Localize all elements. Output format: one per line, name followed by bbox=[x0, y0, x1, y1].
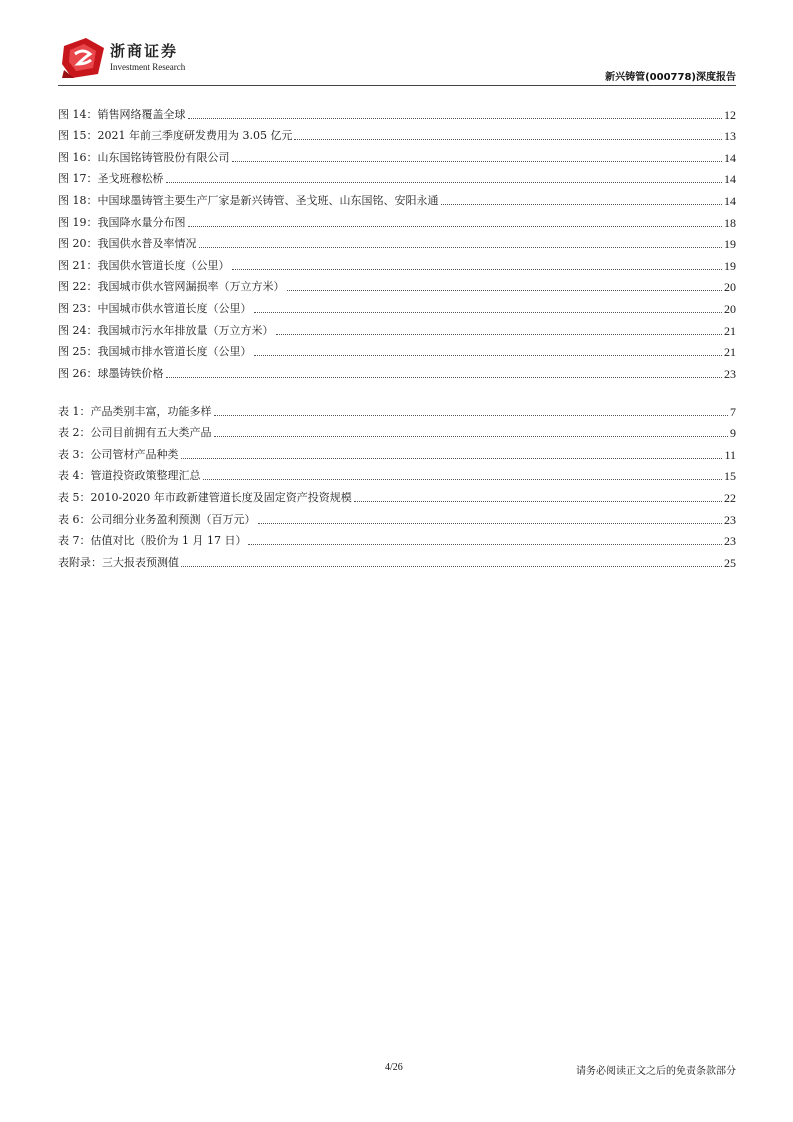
toc-entry-page: 25 bbox=[724, 555, 736, 570]
toc-dot-leader bbox=[181, 566, 722, 567]
figure-toc-entry[interactable] bbox=[58, 338, 736, 360]
toc-entry-label: 图 19：我国降水量分布图 bbox=[58, 215, 186, 229]
toc-dot-leader bbox=[232, 269, 723, 270]
toc-dot-leader bbox=[354, 501, 722, 502]
toc-entry-label: 图 24：我国城市污水年排放量（万立方米） bbox=[58, 323, 274, 337]
toc-dot-leader bbox=[188, 118, 723, 119]
toc-entry-label: 图 17：圣戈班穆松桥 bbox=[58, 172, 164, 186]
toc-entry-page: 14 bbox=[724, 150, 736, 165]
table-toc-entry[interactable] bbox=[58, 419, 736, 441]
toc-dot-leader bbox=[248, 544, 722, 545]
toc-entry-label: 图 16：山东国铭铸管股份有限公司 bbox=[58, 150, 230, 164]
figure-toc-entry[interactable] bbox=[58, 294, 736, 316]
figure-toc-entry[interactable] bbox=[58, 273, 736, 295]
toc-entry-label: 图 23：中国城市供水管道长度（公里） bbox=[58, 301, 252, 315]
toc-entry-page: 20 bbox=[724, 280, 736, 295]
toc-entry-page: 11 bbox=[724, 447, 736, 462]
figure-toc-entry[interactable] bbox=[58, 316, 736, 338]
table-list bbox=[58, 397, 736, 570]
toc-entry-label: 图 20：我国供水普及率情况 bbox=[58, 237, 197, 251]
toc-entry-page: 21 bbox=[724, 345, 736, 360]
toc-dot-leader bbox=[254, 312, 723, 313]
figure-toc-entry[interactable] bbox=[58, 359, 736, 381]
table-toc-entry[interactable] bbox=[58, 483, 736, 505]
table-toc-entry[interactable] bbox=[58, 440, 736, 462]
toc-entry-label: 表 7：估值对比（股价为 1 月 17 日） bbox=[58, 534, 247, 548]
toc-entry-page: 9 bbox=[730, 426, 736, 441]
toc-entry-label: 表 4：管道投资政策整理汇总 bbox=[58, 469, 201, 483]
table-toc-entry[interactable] bbox=[58, 505, 736, 527]
figure-toc-entry[interactable] bbox=[58, 122, 736, 144]
figure-toc-entry[interactable] bbox=[58, 165, 736, 187]
toc-dot-leader bbox=[188, 226, 723, 227]
table-toc-entry[interactable] bbox=[58, 548, 736, 570]
table-toc-entry[interactable] bbox=[58, 527, 736, 549]
toc-entry-page: 14 bbox=[724, 193, 736, 208]
toc-entry-label: 表 5：2010-2020 年市政新建管道长度及固定资产投资规模 bbox=[58, 490, 352, 504]
figure-toc-entry[interactable] bbox=[58, 208, 736, 230]
toc-dot-leader bbox=[294, 139, 722, 140]
toc-entry-label: 图 15：2021 年前三季度研发费用为 3.05 亿元 bbox=[58, 129, 293, 143]
toc-entry-page: 19 bbox=[724, 258, 736, 273]
toc-dot-leader bbox=[199, 247, 723, 248]
toc-dot-leader bbox=[276, 334, 723, 335]
toc-entry-label: 表附录：三大报表预测值 bbox=[58, 555, 179, 569]
figure-toc-entry[interactable] bbox=[58, 100, 736, 122]
toc-entry-page: 19 bbox=[724, 237, 736, 252]
toc-dot-leader bbox=[214, 436, 729, 437]
figure-toc-entry[interactable] bbox=[58, 230, 736, 252]
toc-entry-page: 18 bbox=[724, 215, 736, 230]
toc-entry-page: 12 bbox=[724, 107, 736, 122]
toc-entry-page: 23 bbox=[724, 512, 736, 527]
toc-dot-leader bbox=[166, 377, 723, 378]
toc-dot-leader bbox=[287, 290, 723, 291]
toc-entry-label: 表 1：产品类别丰富，功能多样 bbox=[58, 404, 212, 418]
toc-entry-label: 表 3：公司管材产品种类 bbox=[58, 447, 179, 461]
toc-entry-label: 图 21：我国供水管道长度（公里） bbox=[58, 258, 230, 272]
zheshang-logo-icon bbox=[58, 34, 108, 80]
toc-dot-leader bbox=[232, 161, 723, 162]
toc-dot-leader bbox=[254, 355, 723, 356]
figure-toc-entry[interactable] bbox=[58, 143, 736, 165]
toc-entry-label: 图 26：球墨铸铁价格 bbox=[58, 366, 164, 380]
toc-entry-page: 20 bbox=[724, 301, 736, 316]
toc-dot-leader bbox=[203, 479, 723, 480]
brand-name-cn: 浙商证券 bbox=[110, 42, 179, 60]
header-divider bbox=[58, 85, 736, 86]
toc-dot-leader bbox=[181, 458, 723, 459]
table-toc-entry[interactable] bbox=[58, 397, 736, 419]
toc-entry-page: 23 bbox=[724, 366, 736, 381]
toc-entry-label: 表 6：公司细分业务盈利预测（百万元） bbox=[58, 512, 256, 526]
toc-entry-label: 图 22：我国城市供水管网漏损率（万立方米） bbox=[58, 280, 285, 294]
table-toc-entry[interactable] bbox=[58, 462, 736, 484]
toc-dot-leader bbox=[441, 204, 723, 205]
figure-toc-entry[interactable] bbox=[58, 251, 736, 273]
toc-entry-page: 22 bbox=[724, 490, 736, 505]
toc-entry-page: 21 bbox=[724, 323, 736, 338]
toc-dot-leader bbox=[166, 182, 723, 183]
toc-entry-label: 表 2：公司目前拥有五大类产品 bbox=[58, 426, 212, 440]
figure-toc-entry[interactable] bbox=[58, 186, 736, 208]
disclaimer-note: 请务必阅读正文之后的免责条款部分 bbox=[576, 1066, 736, 1077]
page-number: 4/26 bbox=[385, 1062, 403, 1073]
toc-dot-leader bbox=[258, 523, 723, 524]
toc-entry-label: 图 18：中国球墨铸管主要生产厂家是新兴铸管、圣戈班、山东国铭、安阳永通 bbox=[58, 193, 439, 207]
brand-name-en: Investment Research bbox=[110, 62, 186, 72]
toc-entry-page: 7 bbox=[730, 404, 736, 419]
toc-entry-page: 23 bbox=[724, 534, 736, 549]
toc-entry-label: 图 25：我国城市排水管道长度（公里） bbox=[58, 345, 252, 359]
page-header bbox=[58, 34, 736, 84]
toc-entry-page: 15 bbox=[724, 469, 736, 484]
toc-entry-page: 14 bbox=[724, 172, 736, 187]
report-title: 新兴铸管(000778)深度报告 bbox=[605, 72, 736, 83]
toc-dot-leader bbox=[214, 415, 729, 416]
figure-list bbox=[58, 100, 736, 381]
toc-entry-page: 13 bbox=[724, 129, 736, 144]
toc-entry-label: 图 14：销售网络覆盖全球 bbox=[58, 107, 186, 121]
